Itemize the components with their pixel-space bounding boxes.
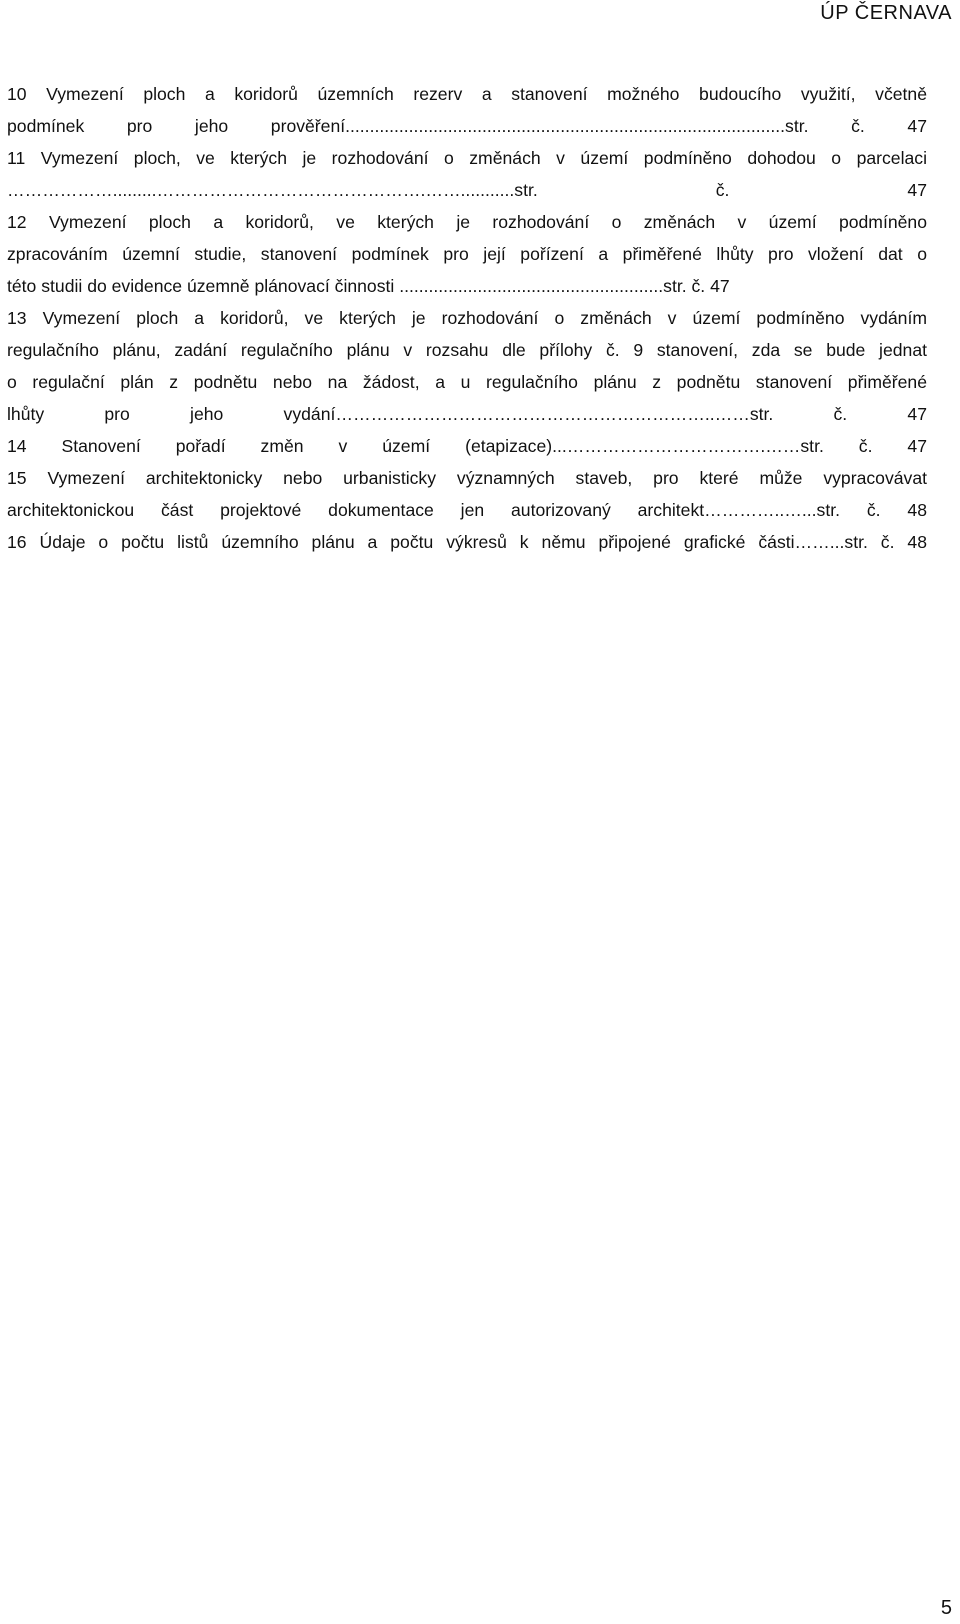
toc-line: o regulační plán z podnětu nebo na žádost, a u regulačního plánu z podnětu stanovení přiměřené xyxy=(7,372,927,392)
toc-line: 10 Vymezení ploch a koridorů územních rezerv a stanovení možného budoucího využití, včetně xyxy=(7,84,927,104)
toc-line: zpracováním územní studie, stanovení podmínek pro její pořízení a přiměřené lhůty pro vložení dat o xyxy=(7,244,927,264)
toc-line: 15 Vymezení architektonicky nebo urbanisticky významných staveb, pro které může vypracovávat xyxy=(7,468,927,488)
toc-line: 12 Vymezení ploch a koridorů, ve kterých je rozhodování o změnách v území podmíněno xyxy=(7,212,927,232)
toc-line: architektonickou část projektové dokumentace jen autorizovaný architekt…………..…...str. č. 48 xyxy=(7,500,927,520)
toc-line: této studii do evidence územně plánovací činnosti ......................................................str. č. 47 xyxy=(7,276,730,296)
toc-line: 11 Vymezení ploch, ve kterých je rozhodování o změnách v území podmíněno dohodou o parcelaci xyxy=(7,148,927,168)
table-of-contents xyxy=(7,78,927,558)
page-number: 5 xyxy=(940,1597,952,1619)
toc-line: ……………….........……………………………………….……...........str. č. 47 xyxy=(7,180,927,200)
toc-line: regulačního plánu, zadání regulačního plánu v rozsahu dle přílohy č. 9 stanovení, zda se bude jednat xyxy=(7,340,927,360)
toc-line: lhůty pro jeho vydání………………………………………………………..……str. č. 47 xyxy=(7,404,927,424)
toc-line: 16 Údaje o počtu listů územního plánu a počtu výkresů k němu připojené grafické části……...str. č. 48 xyxy=(7,532,927,552)
toc-line: 13 Vymezení ploch a koridorů, ve kterých je rozhodování o změnách v území podmíněno vydáním xyxy=(7,308,927,328)
toc-line: 14 Stanovení pořadí změn v území (etapizace)...…………………………….……str. č. 47 xyxy=(7,436,927,456)
document-header: ÚP ČERNAVA xyxy=(820,2,952,24)
toc-line: podmínek pro jeho prověření..........................................................................................str. č. 47 xyxy=(7,116,927,136)
